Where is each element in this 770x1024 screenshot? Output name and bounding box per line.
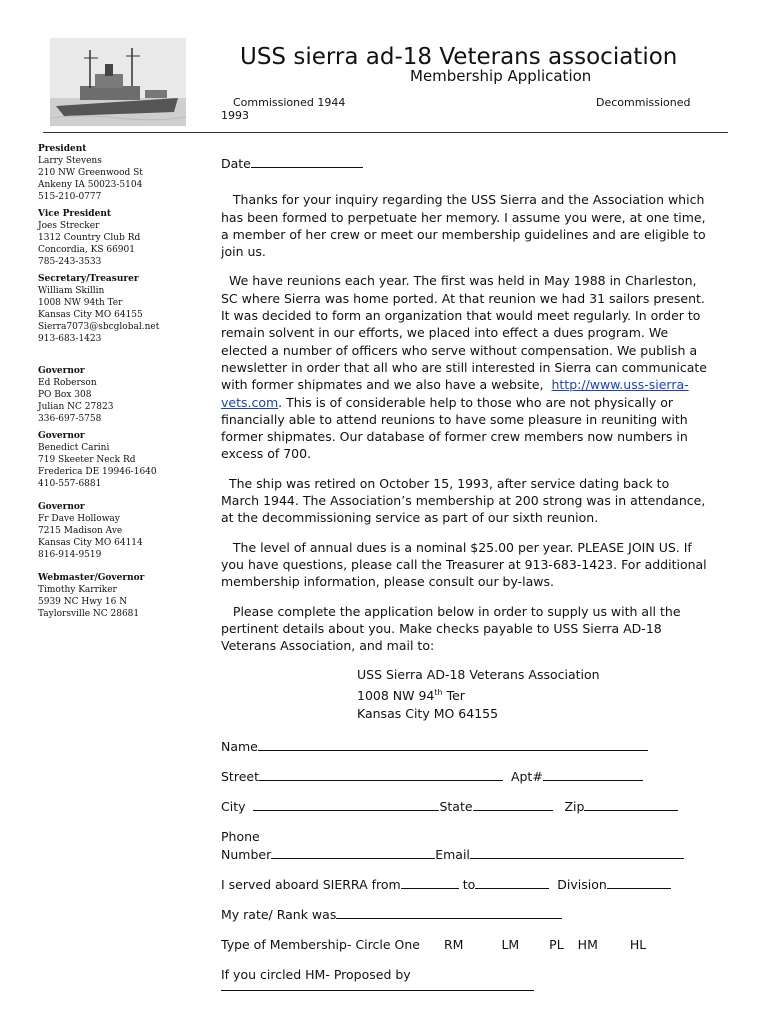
phone-email-row (221, 828, 711, 876)
type-option-rm[interactable]: RM (443, 937, 464, 953)
officer-line: Timothy Karriker (38, 585, 117, 595)
paragraph-text: We have reunions each year. The first was held in May 1988 in Charleston, SC where Sierra was home ported. At that reunion we had 31 sailors present. It was decided to form an organization that would meet regularly. In order to remain solvent in our efforts, we placed into effect a dues program. We elected a number of officers who serve without compensation. We publish a newsletter in order that all who are still interested in Sierra can communicate with former shipmates and we also have a website, (221, 273, 707, 393)
name-field[interactable] (258, 738, 648, 751)
street-field[interactable] (259, 768, 503, 781)
officer-governor (38, 430, 198, 490)
officers-sidebar (38, 143, 198, 625)
rate-label: My rate/ Rank was (221, 907, 337, 923)
officer-line: 410-557-6881 (38, 479, 102, 489)
email-label: Email (435, 846, 470, 862)
officer-vice-president (38, 208, 198, 268)
rate-row (221, 906, 711, 936)
letter-body (221, 155, 711, 996)
city-field[interactable] (253, 798, 439, 811)
officer-line: 816-914-9519 (38, 550, 102, 560)
decommissioned-year: 1993 (221, 109, 249, 122)
decommissioned-text: Decommissioned (596, 96, 691, 109)
membership-type-label: Type of Membership- Circle One (221, 937, 420, 953)
officer-line: Julian NC 27823 (38, 402, 114, 412)
officer-webmaster (38, 572, 198, 620)
state-label: State (439, 799, 473, 815)
officer-line: 1008 NW 94th Ter (38, 298, 123, 308)
type-option-hl[interactable]: HL (629, 937, 647, 953)
state-field[interactable] (473, 798, 553, 811)
officer-line: Joes Strecker (38, 221, 100, 231)
officer-role: Governor (38, 366, 85, 376)
paragraph-complete (221, 603, 711, 655)
officer-line: Ankeny IA 50023-5104 (38, 180, 143, 190)
mailing-address (221, 666, 711, 722)
paragraph-retired (221, 475, 711, 527)
officer-line: Frederica DE 19946-1640 (38, 467, 157, 477)
officer-email[interactable]: Sierra7073@sbcglobal.net (38, 322, 160, 332)
paragraph-dues (221, 539, 711, 591)
street-row (221, 768, 711, 798)
officer-role: Governor (38, 502, 85, 512)
rate-field[interactable] (336, 906, 562, 919)
served-from-field[interactable] (401, 876, 459, 889)
division-label: Division (557, 877, 607, 893)
street-label: Street (221, 769, 259, 785)
ship-photo (50, 38, 186, 126)
officer-line: Taylorsville NC 28681 (38, 609, 140, 619)
officer-line: Ed Roberson (38, 378, 97, 388)
officer-line: Concordia, KS 66901 (38, 245, 135, 255)
city-row (221, 798, 711, 828)
page-title: USS sierra ad-18 Veterans association (240, 44, 678, 70)
city-label: City (221, 799, 246, 815)
officer-line: Kansas City MO 64155 (38, 310, 143, 320)
zip-field[interactable] (584, 798, 678, 811)
page-subtitle: Membership Application (410, 67, 592, 85)
officer-role: Secretary/Treasurer (38, 274, 139, 284)
to-label: to (462, 877, 476, 893)
officer-president (38, 143, 198, 203)
date-field[interactable] (251, 155, 363, 168)
served-row (221, 876, 711, 906)
address-line: 1008 NW 94th Ter (357, 687, 465, 704)
officer-secretary-treasurer (38, 273, 198, 345)
type-option-pl[interactable]: PL (549, 937, 564, 953)
officer-role: Governor (38, 431, 85, 441)
officer-governor (38, 501, 198, 561)
officer-line: Benedict Carini (38, 443, 110, 453)
officer-line: 515-210-0777 (38, 192, 102, 202)
name-row (221, 738, 711, 768)
email-field[interactable] (470, 846, 684, 859)
served-to-field[interactable] (475, 876, 549, 889)
division-field[interactable] (607, 876, 671, 889)
phone-field[interactable] (271, 846, 435, 859)
apt-field[interactable] (543, 768, 643, 781)
paragraph-text: . This is of considerable help to those who are not physically or financially able to attend reunions to have some pleasure in reuniting with former shipmates. Our database of former crew members now numbers in excess of 700. (221, 394, 688, 462)
phone-label: Phone (221, 829, 260, 845)
officer-line: Fr Dave Holloway (38, 514, 120, 524)
apt-label: Apt# (510, 769, 543, 785)
officer-line: 785-243-3533 (38, 257, 102, 267)
officer-line: PO Box 308 (38, 390, 92, 400)
membership-type-row (221, 936, 711, 966)
proposed-by-field[interactable] (221, 990, 534, 991)
served-label: I served aboard SIERRA from (221, 877, 401, 893)
date-label: Date (221, 156, 251, 171)
date-row (221, 155, 711, 172)
officer-line: 210 NW Greenwood St (38, 168, 143, 178)
website-link[interactable]: http://www.uss-sierra-vets.com (221, 377, 689, 410)
officer-governor (38, 365, 198, 425)
proposed-label: If you circled HM- Proposed by (221, 967, 411, 983)
paragraph-reunions (221, 272, 711, 462)
paragraph-text: The ship was retired on October 15, 1993, after service dating back to March 1944. The Association’s membership at 200 strong was in attendance, at the decommissioning service as part of our sixth reunion. (221, 475, 706, 526)
zip-label: Zip (564, 799, 585, 815)
proposed-row (221, 966, 711, 996)
number-label: Number (221, 846, 272, 862)
paragraph-intro (221, 191, 711, 260)
paragraph-text: The level of annual dues is a nominal $25.00 per year. PLEASE JOIN US. If you have questions, please call the Treasurer at 913-683-1423. For additional membership information, please consult our by-laws. (221, 539, 707, 590)
officer-role: President (38, 144, 87, 154)
address-line: Kansas City MO 64155 (357, 705, 499, 721)
type-option-lm[interactable]: LM (501, 937, 520, 953)
officer-line: Kansas City MO 64114 (38, 538, 143, 548)
officer-role: Vice President (38, 209, 112, 219)
officer-line: Larry Stevens (38, 156, 102, 166)
officer-line: William Skillin (38, 286, 105, 296)
address-line: USS Sierra AD-18 Veterans Association (357, 667, 600, 683)
officer-role: Webmaster/Governor (38, 573, 145, 583)
name-label: Name (221, 739, 258, 755)
officer-line: 1312 Country Club Rd (38, 233, 141, 243)
paragraph-text: Please complete the application below in order to supply us with all the pertinent details about you. Make checks payable to USS Sierra AD-18 Veterans Association, and mail to: (221, 603, 681, 654)
officer-line: 7215 Madison Ave (38, 526, 123, 536)
commissioned-text: Commissioned 1944 (233, 96, 346, 109)
officer-line: 336-697-5758 (38, 414, 102, 424)
officer-line: 913-683-1423 (38, 334, 102, 344)
header-divider (43, 132, 728, 133)
type-option-hm[interactable]: HM (577, 937, 598, 953)
paragraph-text: Thanks for your inquiry regarding the USS Sierra and the Association which has been formed to perpetuate her memory. I assume you were, at one time, a member of her crew or meet our membership guidelines and are eligible to join us. (221, 192, 706, 260)
officer-line: 5939 NC Hwy 16 N (38, 597, 128, 607)
officer-line: 719 Skeeter Neck Rd (38, 455, 136, 465)
